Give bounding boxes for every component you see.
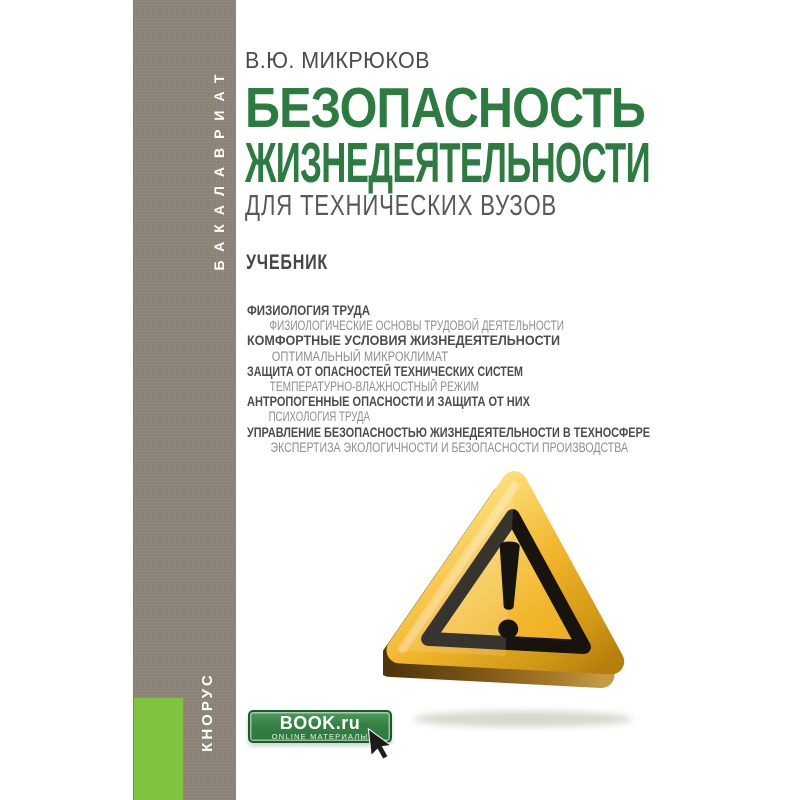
- topic-text: ТЕМПЕРАТУРНО-ВЛАЖНОСТНЫЙ РЕЖИМ: [269, 378, 479, 394]
- series-stripe: [133, 0, 236, 800]
- topic-text: КОМФОРТНЫЕ УСЛОВИЯ ЖИЗНЕДЕЯТЕЛЬНОСТИ: [247, 333, 560, 349]
- topic-text: ФИЗИОЛОГИЧЕСКИЕ ОСНОВЫ ТРУДОВОЙ ДЕЯТЕЛЬНОСТИ: [269, 318, 565, 334]
- topic-text: ФИЗИОЛОГИЯ ТРУДА: [247, 303, 370, 318]
- title-line-1: [245, 76, 714, 140]
- topic-item: [247, 318, 748, 333]
- subtitle-text: ДЛЯ ТЕХНИЧЕСКИХ ВУЗОВ: [245, 190, 557, 222]
- topic-item: [247, 425, 748, 440]
- edition-text: УЧЕБНИК: [246, 251, 329, 274]
- publisher-label: КНОРУС: [199, 672, 216, 752]
- topic-item: [247, 394, 748, 409]
- title-line-2: [245, 131, 800, 195]
- topic-item: [247, 333, 748, 348]
- topic-text: ЭКСПЕРТИЗА ЭКОЛОГИЧНОСТИ И БЕЗОПАСНОСТИ ПРОИЗВОДСТВА: [270, 439, 629, 455]
- topic-item: [247, 440, 748, 455]
- triangle-group: [390, 478, 620, 675]
- topic-item: [247, 303, 748, 318]
- topic-text: ОПТИМАЛЬНЫЙ МИКРОКЛИМАТ: [271, 348, 449, 364]
- topic-item: [247, 364, 748, 379]
- topic-text: ЗАЩИТА ОТ ОПАСНОСТЕЙ ТЕХНИЧЕСКИХ СИСТЕМ: [247, 363, 523, 379]
- title-line-2-text: ЖИЗНЕДЕЯТЕЛЬНОСТИ: [245, 131, 651, 195]
- series-label: БАКАЛАВРИАТ: [211, 65, 227, 271]
- bookru-badge-title: BOOK.ru: [279, 713, 361, 733]
- topic-item: [247, 349, 748, 364]
- topic-item: [247, 379, 748, 394]
- topics-list: [247, 303, 748, 455]
- publisher-green-block: [134, 698, 183, 800]
- bookru-badge-subtitle: ONLINE МАТЕРИАЛЫ: [271, 732, 369, 741]
- topic-text: ПСИХОЛОГИЯ ТРУДА: [268, 409, 370, 425]
- author-name: [245, 47, 443, 74]
- warning-triangle-icon: [383, 466, 635, 731]
- subtitle: [245, 190, 652, 223]
- title-line-1-text: БЕЗОПАСНОСТЬ: [245, 76, 645, 140]
- topic-text: УПРАВЛЕНИЕ БЕЗОПАСНОСТЬЮ ЖИЗНЕДЕЯТЕЛЬНОСТИ В ТЕХНОСФЕРЕ: [247, 424, 651, 440]
- triangle-ground-shadow: [413, 711, 633, 727]
- mouse-cursor-icon: [364, 724, 400, 763]
- edition-label: [246, 251, 353, 275]
- topic-text: АНТРОПОГЕННЫЕ ОПАСНОСТИ И ЗАЩИТА ОТ НИХ: [247, 394, 530, 410]
- topic-item: [247, 409, 748, 424]
- author-text: В.Ю. МИКРЮКОВ: [245, 47, 430, 73]
